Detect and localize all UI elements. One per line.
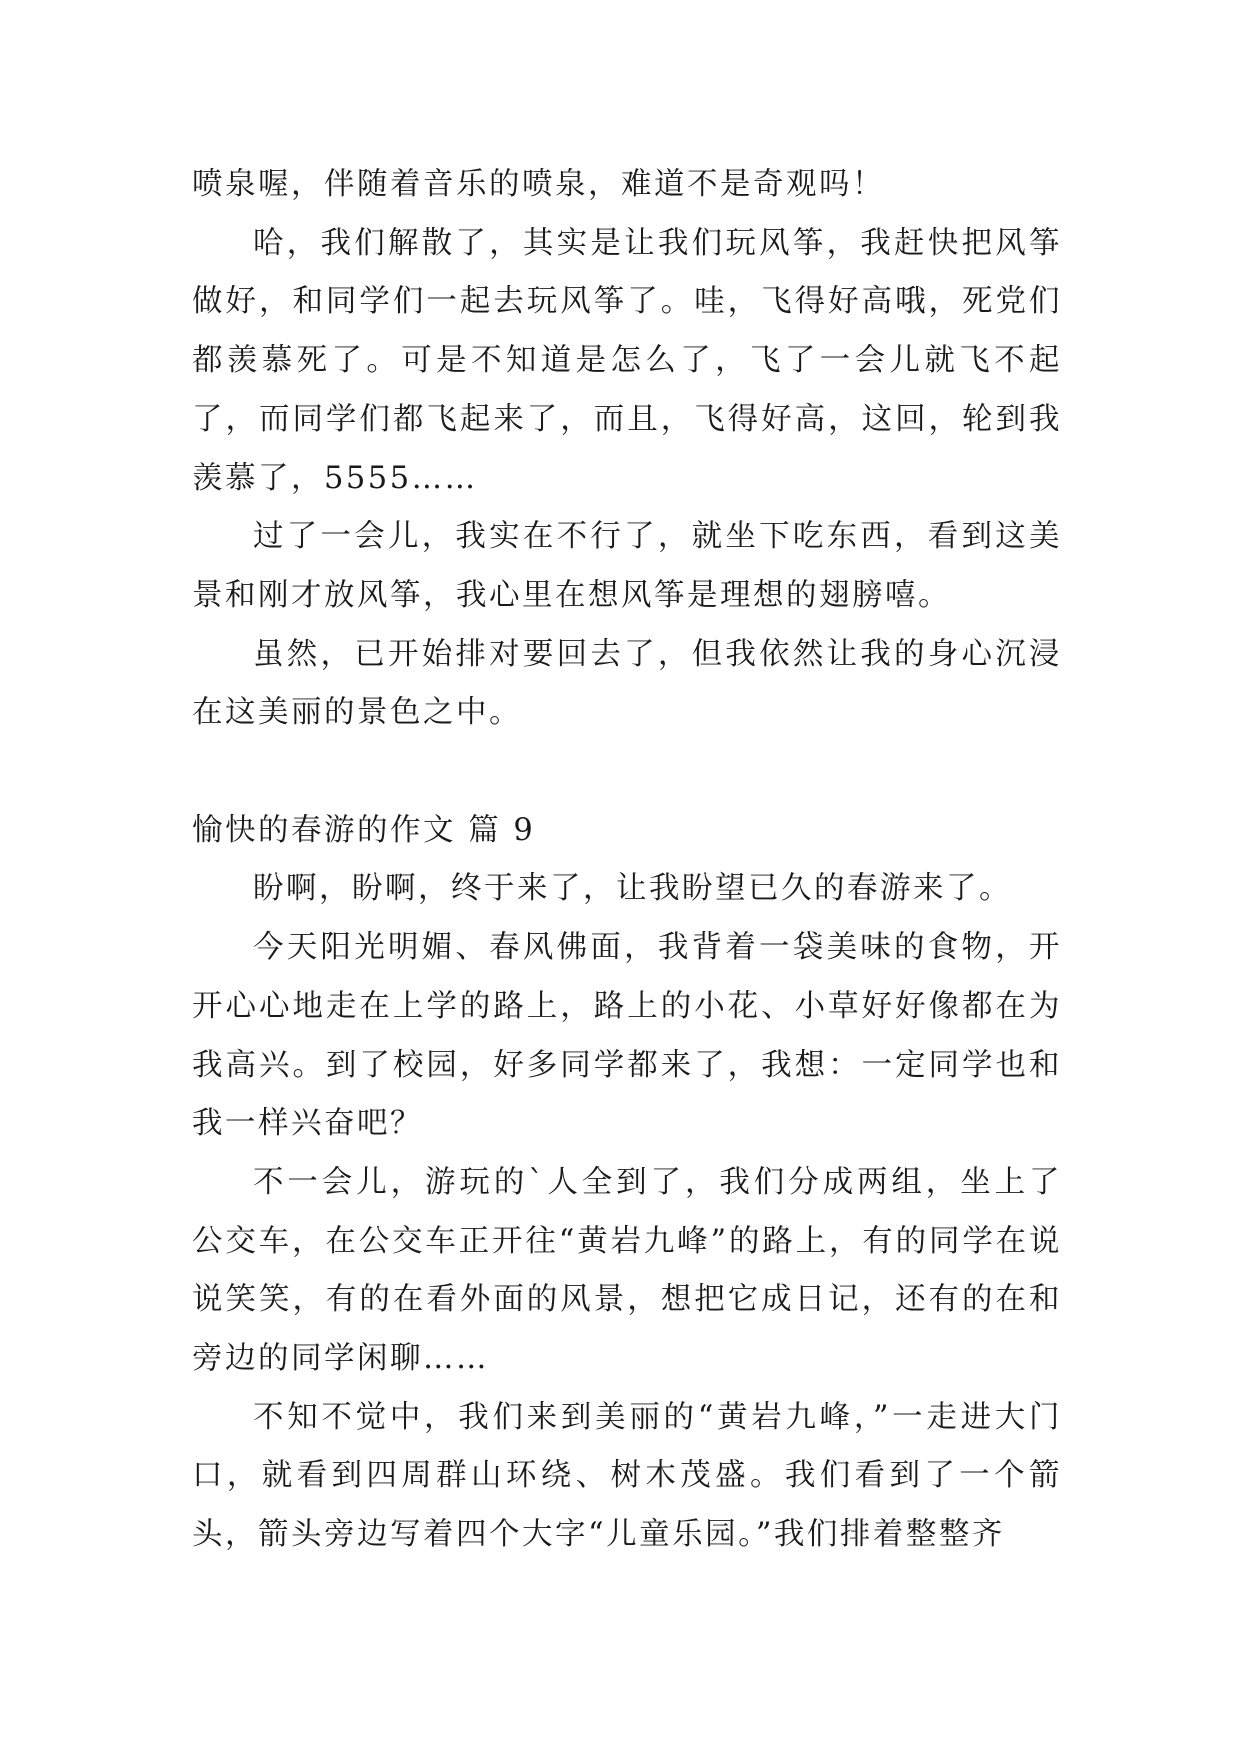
paragraph: 哈，我们解散了，其实是让我们玩风筝，我赶快把风筝做好，和同学们一起去玩风筝了。哇，飞得好高哦，死党们都羡慕死了。可是不知道是怎么了，飞了一会儿就飞不起了，而同学们都飞起来了，而且，飞得好高，这回，轮到我羡慕了，5555……: [192, 225, 1062, 496]
section-spacer: [192, 743, 1062, 802]
paragraph: 喷泉喔，伴随着音乐的喷泉，难道不是奇观吗！: [192, 167, 885, 202]
paragraph: 今天阳光明媚、春风佛面，我背着一袋美味的食物，开开心心地走在上学的路上，路上的小花、小草好好像都在为我高兴。到了校园，好多同学都来了，我想：一定同学也和我一样兴奋吧？: [192, 930, 1062, 1142]
paragraph: 过了一会儿，我实在不行了，就坐下吃东西，看到这美景和刚才放风筝，我心里在想风筝是理想的翅膀嘻。: [192, 519, 1062, 613]
paragraph: 盼啊，盼啊，终于来了，让我盼望已久的春游来了。: [253, 871, 1012, 907]
essay-heading: 愉快的春游的作文 篇 9: [192, 812, 536, 848]
document-body: [192, 156, 1062, 1565]
paragraph: 不一会儿，游玩的`人全到了，我们分成两组，坐上了公交车，在公交车正开往“黄岩九峰”的路上，有的同学在说说笑笑，有的在看外面的风景，想把它成日记，还有的在和旁边的同学闲聊……: [192, 1164, 1062, 1377]
paragraph: 不知不觉中，我们来到美丽的“黄岩九峰，”一走进大门口，就看到四周群山环绕、树木茂盛。我们看到了一个箭头，箭头旁边写着四个大字“儿童乐园。”我们排着整整齐: [192, 1399, 1062, 1553]
paragraph: 虽然，已开始排对要回去了，但我依然让我的身心沉浸在这美丽的景色之中。: [192, 636, 1062, 731]
